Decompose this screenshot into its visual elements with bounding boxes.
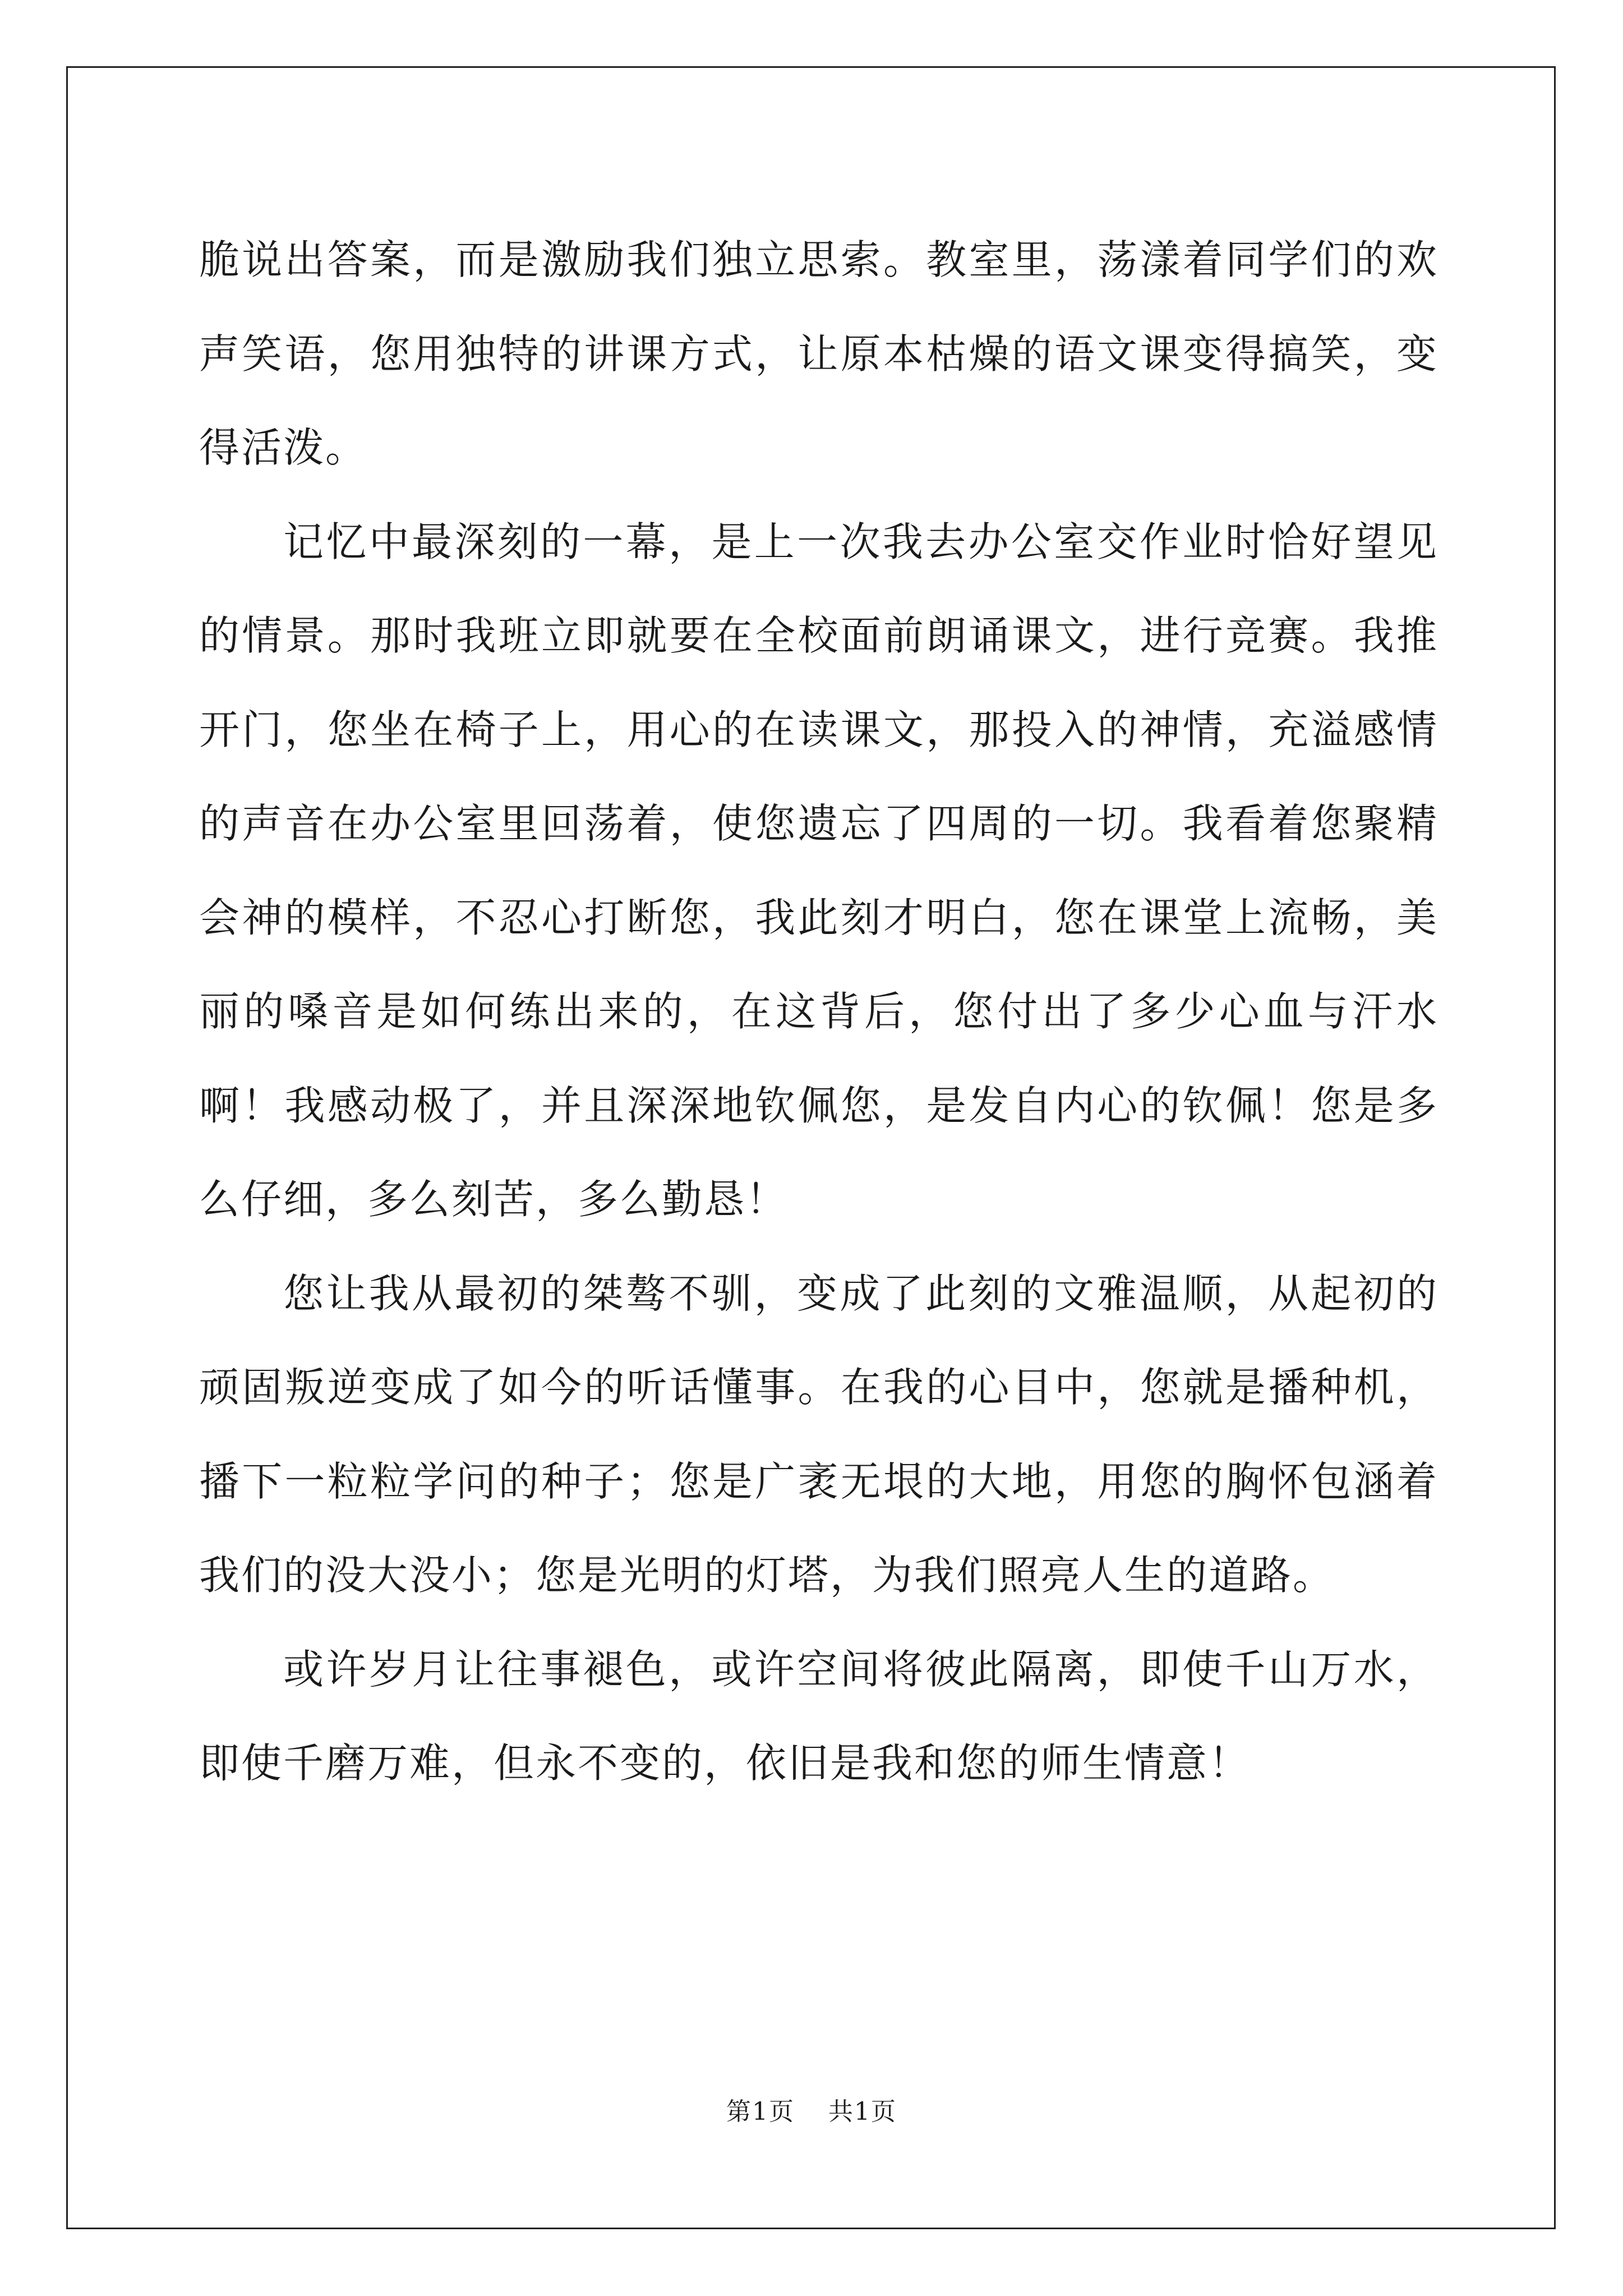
paragraph-3: 您让我从最初的桀骜不驯，变成了此刻的文雅温顺，从起初的顽固叛逆变成了如今的听话懂事。在我的心目中，您就是播种机，播下一粒粒学问的种子；您是广袤无垠的大地，用您的胸怀包涵着我们的没大没小；您是光明的灯塔，为我们照亮人生的道路。 [199,1269,1438,1599]
page-number-total: 共1页 [828,2097,897,2126]
paragraph-2: 记忆中最深刻的一幕，是上一次我去办公室交作业时恰好望见的情景。那时我班立即就要在全校面前朗诵课文，进行竞赛。我推开门，您坐在椅子上，用心的在读课文，那投入的神情，充溢感情的声音在办公室里回荡着，使您遗忘了四周的一切。我看着您聚精会神的模样，不忍心打断您，我此刻才明白，您在课堂上流畅，美丽的嗓音是如何练出来的，在这背后，您付出了多少心血与汗水啊！我感动极了，并且深深地钦佩您，是发自内心的钦佩！您是多么仔细，多么刻苦，多么勤恳！ [199,518,1438,1223]
page-number-current: 第1页 [726,2097,795,2126]
page-footer [0,2095,1623,2129]
document-body [199,213,1438,1811]
paragraph-1: 脆说出答案，而是激励我们独立思索。教室里，荡漾着同学们的欢声笑语，您用独特的讲课方式，让原本枯燥的语文课变得搞笑，变得活泼。 [199,236,1438,471]
paragraph-4: 或许岁月让往事褪色，或许空间将彼此隔离，即使千山万水，即使千磨万难，但永不变的，依旧是我和您的师生情意！ [199,1645,1438,1787]
